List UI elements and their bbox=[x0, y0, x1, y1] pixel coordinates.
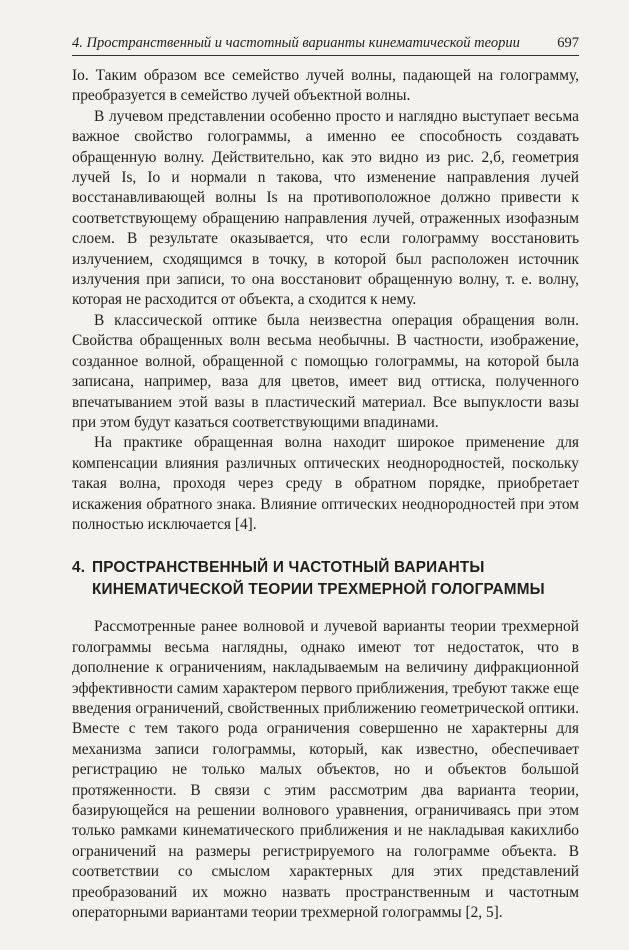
page-header bbox=[72, 33, 579, 56]
page-number: 697 bbox=[557, 35, 579, 51]
section-title-line1: ПРОСТРАНСТВЕННЫЙ И ЧАСТОТНЫЙ ВАРИАНТЫ bbox=[92, 559, 485, 577]
page-body bbox=[72, 66, 579, 923]
paragraph-practical-use: На практике обращенная волна находит широкое применение для компенсации влияния различных оптических неоднородностей, поскольку такая волна, проходя через среду в обратном порядке, приобретает искажения обратного знака. Влияние оптических неоднородностей при этом полностью исключается [4]. bbox=[72, 434, 579, 533]
paragraph-classical-optics: В классической оптике была неизвестна операция обращения волн. Свойства обращенных волн весьма необычны. В частности, изображение, созданное волной, обращенной с помощью голограммы, на которой была записана, например, ваза для цветов, имеет вид оттиска, полученного впечатыванием этой вазы в пластический материал. Все выпуклости вазы при этом будут казаться соответствующими впадинами. bbox=[72, 311, 579, 431]
paragraph-continuation: Io. Таким образом все семейство лучей волны, падающей на голограмму, преобразуется в семейство лучей объектной волны. bbox=[72, 67, 579, 105]
paragraph-section-intro: Рассмотренные ранее волновой и лучевой варианты теории трехмерной голограммы весьма наглядны, однако имеют тот недостаток, что в дополнение к ограничениям, накладываемым на величину дифракционной эффективности самим характером первого приближения, требуют также еще введения ограничений, свойственных приближению геометрической оптики. Вместе с тем такого рода ограничения совершенно не характерны для механизма записи голограммы, который, как известно, обеспечивает регистрацию не только малых объектов, но и объектов большой протяженности. В связи с этим рассмотрим два варианта теории, базирующейся на решении волнового уравнения, ограничиваясь при этом только рамками кинематического приближения и не накладывая какихлибо ограничений на размеры регистрируемого на голограмме объекта. В соответствии со смыслом характерных для этих представлений преобразований их можно назвать пространственным и частотным операторными вариантами теории трехмерной голограммы [2, 5]. bbox=[72, 618, 579, 922]
section-heading bbox=[72, 557, 579, 601]
running-title: 4. Пространственный и частотный варианты кинематической теории bbox=[72, 35, 520, 51]
section-title-line2: КИНЕМАТИЧЕСКОЙ ТЕОРИИ ТРЕХМЕРНОЙ ГОЛОГРАММЫ bbox=[92, 581, 545, 599]
paragraph-ray-representation: В лучевом представлении особенно просто и наглядно выступает весьма важное свойство голограммы, а именно ее способность создавать обращенную волну. Действительно, как это видно из рис. 2,б, геометрия лучей Is, Io и нормали n такова, что изменение направления лучей восстанавливающей волны Is на противоположное должно привести к соответствующему обращению направления лучей, отраженных изофазным слоем. В результате оказывается, что если голограмму восстановить излучением, сходящимся в точку, в которой был расположен источник излучения при записи, то она восстановит обращенную волну, т. е. волну, которая не расходится от объекта, а сходится к нему. bbox=[72, 107, 579, 309]
section-number: 4. bbox=[72, 559, 86, 577]
